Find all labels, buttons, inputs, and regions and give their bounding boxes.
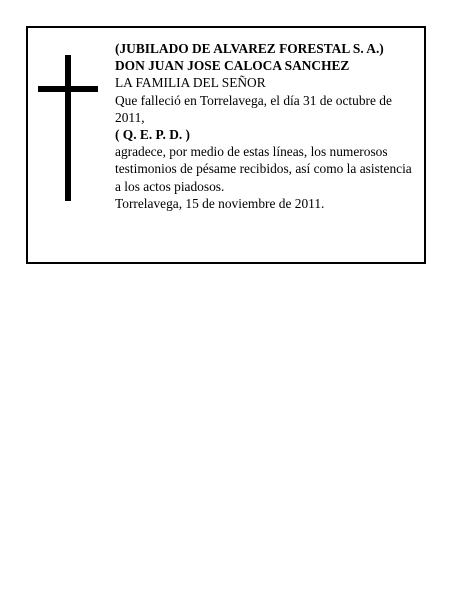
qepd-line: ( Q. E. P. D. )	[115, 127, 191, 143]
family-line: LA FAMILIA DEL SEÑOR	[115, 75, 266, 91]
deceased-name: DON JUAN JOSE CALOCA SANCHEZ	[115, 58, 350, 74]
cross-horizontal-bar	[38, 86, 98, 92]
death-line: Que falleció en Torrelavega, el día 31 de octubre de 2011,	[115, 92, 392, 125]
cross-vertical-bar	[65, 55, 71, 201]
place-date: Torrelavega, 15 de noviembre de 2011.	[115, 195, 325, 211]
notice-text	[115, 40, 420, 212]
thanks-paragraph: agradece, por medio de estas líneas, los numerosos testimonios de pésame recibidos, así como la asistencia a los actos piadosos.	[115, 144, 412, 194]
retired-line: (JUBILADO DE ALVAREZ FORESTAL S. A.)	[115, 41, 384, 56]
cross-icon	[38, 55, 98, 201]
obituary-notice	[26, 26, 426, 264]
